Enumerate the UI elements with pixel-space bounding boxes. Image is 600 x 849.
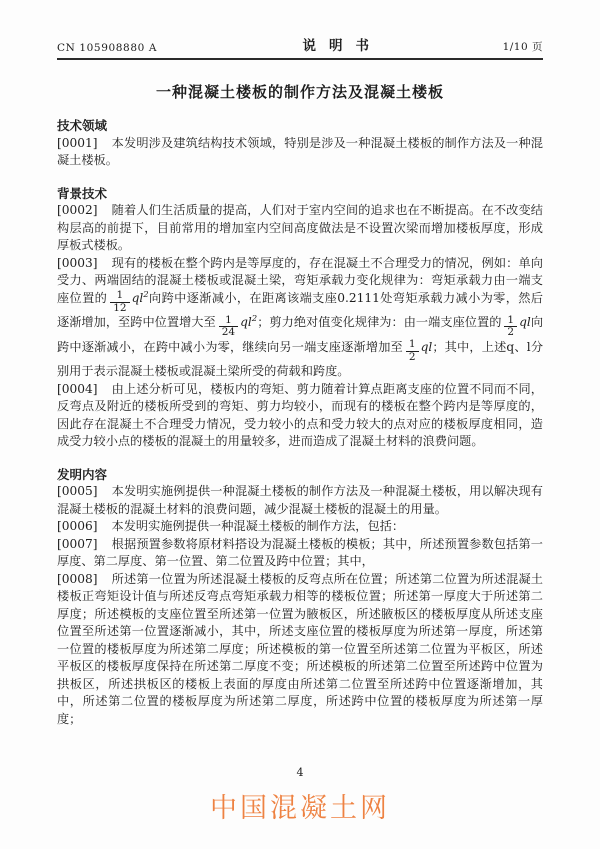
page-indicator: 1/10 页 (502, 41, 543, 53)
math-variable: ql (420, 339, 433, 354)
math-variable: ql (131, 290, 144, 305)
paragraph: [0008] 所述第一位置为所述混凝土楼板的反弯点所在位置；所述第二位置为所述混凝土楼板正弯矩设计值与所述反弯点弯矩承载力相等的楼板位置；所述第一厚度大于所述第二厚度；所述模板的支座位置至所述第一位置为腋板区，所述腋板区的楼板厚度从所述支座位置至所述第一位置逐渐减小，其中，所述支座位置的楼板厚度为所述第一厚度，所述第一位置的楼板厚度为所述第二厚度；所述模板的第一位置至所述第二位置为平板区，所述平板区的楼板厚度保持在所述第二厚度不变；所述模板的所述第二位置至所述跨中位置为拱板区，所述拱板区的楼板上表面的厚度由所述第二位置至所述跨中位置逐渐增加，其中，所述第二位置的楼板厚度为所述第二厚度，所述跨中位置的楼板厚度为所述第一厚度； (57, 571, 543, 726)
math-fraction: $\frac{1}{2}$ (406, 339, 419, 363)
math-superscript: 2 (143, 289, 149, 300)
footer-page-number: 4 (296, 766, 304, 779)
paragraph-number: [0001] (57, 135, 98, 150)
math-variable: ql (240, 315, 252, 330)
paragraph-number: [0004] (57, 381, 98, 396)
section-heading: 技术领域 (57, 118, 108, 133)
math-fraction: $\frac{1}{2}$ (504, 315, 517, 339)
paragraph-number: [0005] (57, 484, 98, 499)
page-header (57, 34, 543, 60)
paragraph: [0004] 由上述分析可见，楼板内的弯矩、剪力随着计算点距离支座的位置不同而不同，反弯点及附近的楼板所受到的弯矩、剪力均较小，而现有的楼板在整个跨内是等厚度的，因此存在混凝土不合理受力情况，受力较小的点和受力较大的点对应的楼板厚度相同，造成受力较小点的楼板的混凝土的用量较多，进而造成了混凝土材料的浪费问题。 (57, 381, 543, 449)
watermark-text: 中国混凝土网 (210, 793, 390, 824)
math-fraction: $\frac{1}{12}$ (110, 290, 129, 314)
patent-title: 一种混凝土楼板的制作方法及混凝土楼板 (155, 83, 444, 101)
paragraph-number: [0006] (57, 519, 98, 534)
document-number: CN 105908880 A (57, 42, 158, 54)
math-fraction: $\frac{1}{24}$ (219, 315, 238, 339)
paragraph: [0006] 本发明实施例提供一种混凝土楼板的制作方法，包括： (57, 518, 543, 536)
paragraph-number: [0008] (57, 571, 98, 586)
paragraph-number: [0003] (57, 255, 98, 270)
paragraph: [0002] 随着人们生活质量的提高，人们对于室内空间的追求也在不断提高。在不改变结构层高的前提下，目前常用的增加室内空间高度做法是不设置次梁而增加楼板厚度，形成厚板式楼板。 (57, 203, 543, 252)
paragraph-number: [0002] (57, 203, 98, 217)
paragraph-number: [0007] (57, 536, 98, 551)
section-heading: 背景技术 (57, 185, 108, 201)
paragraph: [0001] 本发明涉及建筑结构技术领域，特别是涉及一种混凝土楼板的制作方法及一种混凝土楼板。 (57, 135, 543, 167)
section-heading: 发明内容 (57, 466, 108, 482)
document-body (57, 117, 543, 728)
paragraph: [0005] 本发明实施例提供一种混凝土楼板的制作方法及一种混凝土楼板，用以解决现有混凝土楼板的混凝土材料的浪费问题，减少混凝土楼板的混凝土的用量。 (57, 484, 543, 516)
math-variable: ql (519, 315, 531, 330)
paragraph: [0007] 根据预置参数将原材料搭设为混凝土楼板的模板；其中，所述预置参数包括第一厚度、第二厚度、第一位置、第二位置及跨中位置；其中， (57, 536, 543, 569)
paragraph: [0003] 现有的楼板在整个跨内是等厚度的，存在混凝土不合理受力的情况，例如：单向受力、两端固结的混凝土楼板或混凝土梁，弯矩承载力变化规律为：弯矩承载力由一端支座位置的 $\frac{1}{12}$ $ql^2$向跨中逐渐减小，在距离该端支座0.2111处弯矩承载力减小为零，然后逐渐增加，至跨中位置增大至 $\frac{1}{24}$ $ql^2$；剪力绝对值变化规律为：由一端支座位置的 $\frac{1}{2}$ ql向跨中逐渐减小，在跨中减小为零，继续向另一端支座逐渐增加至 $\frac{1}{2}$ ql；其中，上述q、l分别用于表示混凝土楼板或混凝土梁所受的荷载和跨度。 (57, 255, 544, 379)
math-superscript: 2 (251, 313, 258, 324)
document-type-label: 说明书 (302, 38, 383, 54)
